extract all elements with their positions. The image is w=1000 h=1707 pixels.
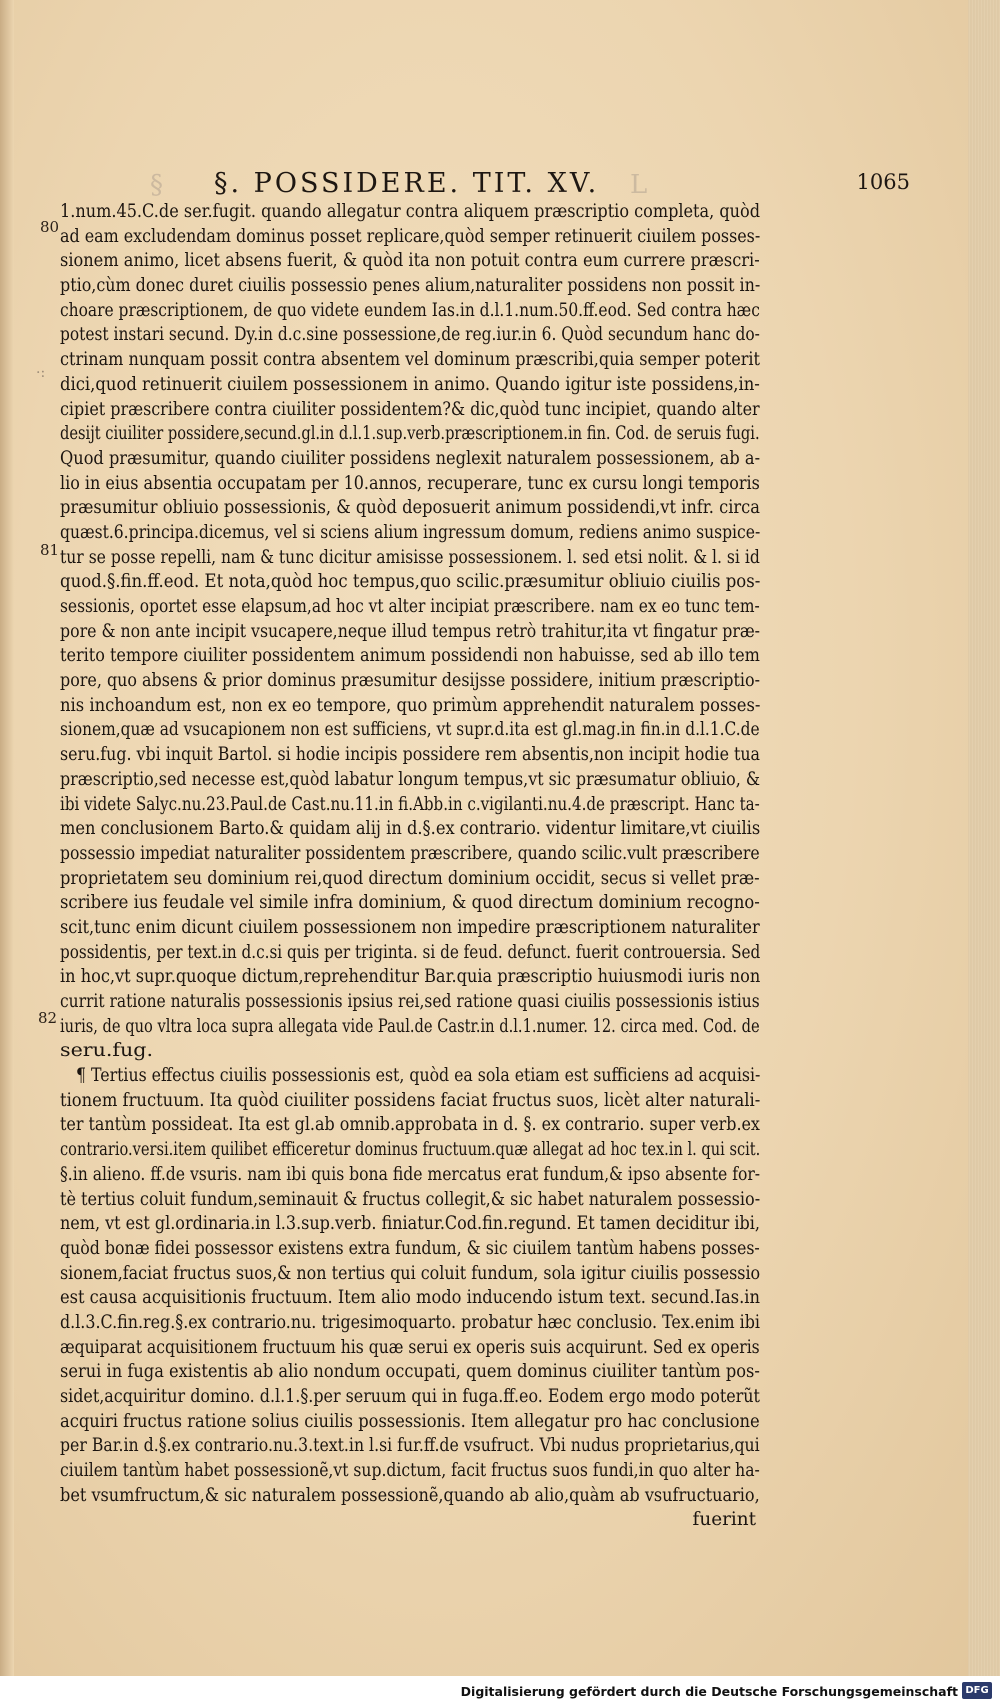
text-line: cipiet præscribere contra ciuiliter possidentem?& dic,quòd tunc incipiet, quando alter: [60, 398, 760, 420]
text-line: sidet,acquiritur domino. d.l.1.§.per seruum qui in fuga.ff.eo. Eodem ergo modo poterũt: [60, 1386, 760, 1407]
text-line: proprietatem seu dominium rei,quod directum dominium occidit, secus si vellet præ-: [60, 867, 760, 889]
text-line: sionem,quæ ad vsucapionem non est sufficiens, vt supr.d.ita est gl.mag.in fin.in d.l.1.C.de: [60, 719, 760, 741]
text-line: choare præscriptionem, de quo videte eundem Ias.in d.l.1.num.50.ff.eod. Sed contra hæc: [60, 299, 760, 321]
text-line: per Bar.in d.§.ex contrario.nu.3.text.in l.si fur.ff.de vsufruct. Vbi nudus proprietarius,qui: [60, 1435, 760, 1457]
text-line: in hoc,vt supr.quoque dictum,reprehenditur Bar.quia præscriptio huiusmodi iuris non: [60, 966, 761, 988]
text-line: ciuilem tantùm habet possessionẽ,vt sup.dictum, facit fructus suos fundi,in quo alter ha-: [60, 1460, 760, 1482]
text-line: quòd bonæ fidei possessor existens extra fundum, & sic ciuilem tantùm habens posses-: [60, 1237, 760, 1259]
dfg-logo: DFG: [962, 1682, 992, 1699]
text-line: iuris, de quo vltra loca supra allegata vide Paul.de Castr.in d.l.1.numer. 12. circa med. Cod. de: [60, 1015, 760, 1037]
text-line: scit,tunc enim dicunt ciuilem possessionem non impedire præscriptionem naturaliter: [60, 916, 760, 938]
text-line: pore, quo absens & prior dominus præsumitur desijsse possidere, initium præscriptio-: [60, 670, 760, 692]
margin-number: 80: [40, 218, 60, 236]
text-line: possessio impediat naturaliter possidentem præscribere, quando scilic.vult præscribere: [60, 842, 760, 864]
text-line: æquiparat acquisitionem fructuum his quæ serui ex operis suis acquirunt. Sed ex operis: [60, 1336, 760, 1358]
text-line: pore & non ante incipit vsucapere,neque illud tempus retrò trahitur,ita vt fingatur præ-: [60, 620, 761, 642]
text-line: præsumitur obliuio possessionis, & quòd deposuerit animum possidendi,vt infr. circa: [60, 497, 760, 519]
margin-mark: ·:: [36, 365, 46, 381]
margin-number: 81: [40, 541, 60, 559]
margin-number: 82: [38, 1009, 58, 1027]
text-line: tur se posse repelli, nam & tunc dicitur amisisse possessionem. l. sed etsi nolit. & l. si id: [60, 546, 760, 568]
text-line: lio in eius absentia occupatam per 10.annos, recuperare, tunc ex cursu longi temporis: [60, 472, 760, 494]
funding-credit: Digitalisierung gefördert durch die Deutsche Forschungsgemeinschaft: [460, 1684, 958, 1699]
running-head: §. POSSIDERE. TIT. XV.: [214, 168, 600, 199]
page-edges: [968, 0, 1000, 1676]
text-line: dici,quod retinuerit ciuilem possessionem in animo. Quando igitur iste possidens,in-: [60, 373, 760, 395]
show-through-text: §: [150, 170, 167, 200]
text-line: currit ratione naturalis possessionis ipsius rei,sed ratione quasi ciuilis possessionis istius: [60, 991, 760, 1012]
text-line: tionem fructuum. Ita quòd ciuiliter possidens faciat fructus suos, licèt alter naturali-: [60, 1089, 761, 1111]
text-line: est causa acquisitionis fructuum. Item alio modo inducendo istum text. secund.Ias.in: [60, 1287, 760, 1309]
text-line: sessionis, oportet esse elapsum,ad hoc vt alter incipiat præscribere. nam ex eo tunc tem-: [60, 596, 760, 617]
text-line: potest instari secund. Dy.in d.c.sine possessione,de reg.iur.in 6. Quòd secundum hanc do-: [60, 324, 760, 346]
text-line: ad eam excludendam dominus posset replicare,quòd semper retinuerit ciuilem posses-: [60, 225, 761, 247]
text-line: possidentis, per text.in d.c.si quis per triginta. si de feud. defunct. fuerit controuersia. Sed: [60, 941, 761, 963]
text-line: ter tantùm possideat. Ita est gl.ab omnib.approbata in d. §. ex contrario. super verb.ex: [60, 1114, 760, 1136]
text-line: seru.fug.: [60, 1040, 154, 1062]
text-line: terito tempore ciuiliter possidentem animum possidendi non habuisse, sed ab illo tem: [60, 645, 760, 667]
show-through-text: L: [630, 170, 652, 200]
body-text: [60, 200, 760, 1533]
footer-bar: [0, 1676, 1000, 1707]
page-gutter: [0, 0, 14, 1676]
text-line: serui in fuga existentis ab alio nondum occupati, quem dominus ciuiliter tantùm pos-: [60, 1361, 760, 1383]
text-line: præscriptio,sed necesse est,quòd labatur longum tempus,vt sic præsumatur obliuio, &: [60, 768, 761, 790]
text-line: contrario.versi.item quilibet efficeretur dominus fructuum.quæ allegat ad hoc tex.in l. qui scit.: [60, 1139, 761, 1161]
page-number: 1065: [856, 170, 910, 194]
text-line: sionem,faciat fructus suos,& non tertius qui coluit fundum, sola igitur ciuilis possessio: [60, 1262, 761, 1284]
text-line: seru.fug. vbi inquit Bartol. si hodie incipis possidere rem absentis,non incipit hodie tua: [60, 744, 760, 766]
text-line: men conclusionem Barto.& quidam alij in d.§.ex contrario. videntur limitare,vt ciuilis: [60, 818, 761, 840]
text-line: quæst.6.principa.dicemus, vel si sciens alium ingressum domum, rediens animo suspice-: [60, 521, 761, 543]
text-line: ptio,cùm donec duret ciuilis possessio penes alium,naturaliter possidens non possit in-: [60, 275, 761, 297]
text-line: desijt ciuiliter possidere,secund.gl.in d.l.1.sup.verb.præscriptionem.in fin. Cod. de seruis fugi.: [60, 423, 760, 445]
text-line: 1.num.45.C.de ser.fugit. quando allegatur contra aliquem præscriptio completa, quòd: [60, 201, 760, 222]
text-line: bet vsumfructum,& sic naturalem possessionẽ,quando ab alio,quàm ab vsufructuario,: [60, 1484, 760, 1506]
text-line: ibi videte Salyc.nu.23.Paul.de Cast.nu.11.in fi.Abb.in c.vigilanti.nu.4.de præscript. Hanc ta-: [60, 793, 760, 815]
text-line: tè tertius coluit fundum,seminauit & fructus collegit,& sic habet naturalem possessio-: [60, 1188, 761, 1210]
text-line: ctrinam nunquam possit contra absentem vel dominum præscribi,quia semper poterit: [60, 349, 760, 371]
text-line: scribere ius feudale vel simile infra dominium, & quod directum dominium recogno-: [60, 892, 760, 914]
text-line: quod.§.fin.ff.eod. Et nota,quòd hoc tempus,quo scilic.præsumitur obliuio ciuilis pos-: [60, 571, 761, 593]
text-line: Quod præsumitur, quando ciuiliter possidens neglexit naturalem possessionem, ab a-: [60, 447, 761, 469]
text-line: ¶ Tertius effectus ciuilis possessionis est, quòd ea sola etiam est sufficiens ad acquisi-: [76, 1065, 761, 1087]
text-line: acquiri fructus ratione solius ciuilis possessionis. Item allegatur pro hac conclusione: [60, 1410, 760, 1432]
text-line: nem, vt est gl.ordinaria.in l.3.sup.verb. finiatur.Cod.fin.regund. Et tamen deciditur ibi,: [60, 1213, 760, 1235]
text-line: d.l.3.C.fin.reg.§.ex contrario.nu. trigesimoquarto. probatur hæc conclusio. Tex.enim ibi: [60, 1311, 761, 1333]
catchword: fuerint: [692, 1509, 756, 1531]
text-line: §.in alieno. ff.de vsuris. nam ibi quis bona fide mercatus erat fundum,& ipso absente for-: [60, 1163, 761, 1185]
page-header: [150, 168, 910, 198]
text-line: nis inchoandum est, non ex eo tempore, quo primùm apprehendit naturalem posses-: [60, 694, 761, 716]
text-line: sionem animo, licet absens fuerit, & quòd ita non potuit contra eum currere præscri-: [60, 250, 760, 272]
